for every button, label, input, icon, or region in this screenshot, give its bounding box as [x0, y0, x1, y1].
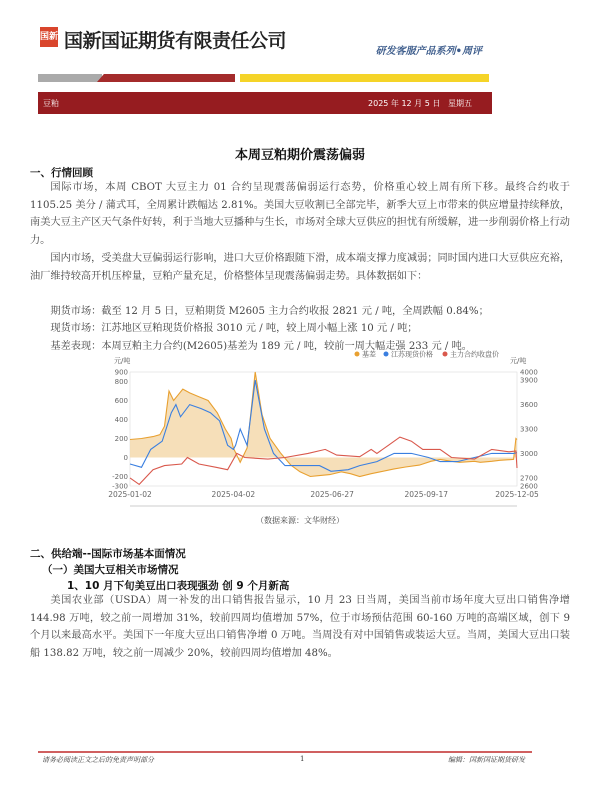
x-tick-label: 2025-04-02	[211, 490, 256, 499]
basis-price-chart	[70, 340, 550, 530]
report-series: 研发客服产品系列•周评	[375, 46, 482, 57]
company-logo: 国新	[40, 27, 58, 47]
decor-bar-gray	[38, 74, 102, 82]
right-tick-label: 2600	[520, 482, 538, 491]
legend-label: 主力合约收盘价	[450, 350, 499, 359]
right-tick-label: 3000	[520, 449, 538, 458]
report-date	[368, 98, 472, 109]
paragraph: 现货市场：江苏地区豆粕现货价格报 3010 元 / 吨，较上周小幅上涨 10 元 / 吨；	[50, 323, 418, 334]
left-tick-label: 600	[114, 397, 128, 405]
chart-source: （数据来源：文华财经）	[256, 516, 344, 525]
right-axis-unit: 元/吨	[510, 357, 527, 365]
paragraph: 基差表现：本周豆粕主力合约(M2605)基差为 189 元 / 吨，较前一周大幅走强 233 元 / 吨。	[50, 341, 472, 352]
left-tick-label: -200	[112, 473, 128, 481]
right-tick-label: 3600	[520, 401, 538, 410]
category-bar	[38, 92, 492, 114]
legend-label: 基差	[362, 350, 376, 359]
subsection-heading: （一）美国大豆相关市场情况	[42, 564, 179, 576]
section-heading: 一、行情回顾	[30, 167, 93, 179]
legend-marker	[384, 352, 389, 357]
right-tick-label: 4000	[520, 368, 538, 377]
legend-label: 江苏现货价格	[391, 350, 433, 359]
right-tick-label: 3900	[520, 376, 538, 385]
x-tick-label: 2025-01-02	[108, 490, 152, 499]
paragraph: 期货市场：截至 12 月 5 日，豆粕期货 M2605 主力合约收报 2821 元 / 吨，全周跌幅 0.84%；	[50, 306, 489, 317]
paragraph: 国际市场，本周 CBOT 大豆主力 01 合约呈现震荡偏弱运行态势，价格重心较上周有所下移。最终合约收于 1105.25 美分 / 蒲式耳，全周累计跌幅达 2.81%。美国大豆收割已全部完毕，新季大豆上市带来的供应增量持续释放，南美大豆主产区天气条件好转，利于当地大豆播种与生长，市场对全球大豆供应的担忧有所缓解，进一步削弱价格上行动力。	[30, 182, 570, 246]
left-tick-label: 0	[123, 454, 128, 462]
x-tick-label: 2025-09-17	[404, 490, 449, 499]
date: 2025 年 12 月 5 日	[368, 98, 441, 108]
left-tick-label: 900	[114, 368, 128, 377]
paragraph: 美国农业部（USDA）周一补发的出口销售报告显示，10 月 23 日当周，美国当前市场年度大豆出口销售净增 144.98 万吨，较之前一周增加 31%，较前四周均值增加 57%，位于市场预估范围 60-160 万吨的高端区域，创下 9 个月以来最高水平。美国下一年度大豆出口销售净增 0 万吨。当周没有对中国销售或装运大豆。当周，美国大豆出口装船 138.82 万吨，较之前一周减少 20%，较前四周均值增加 48%。	[30, 595, 570, 659]
decor-bar-yellow	[240, 74, 489, 82]
decor-bar-red	[97, 74, 235, 82]
weekday: 星期五	[448, 98, 472, 108]
right-tick-label: 3300	[520, 425, 538, 434]
x-tick-label: 2025-12-05	[495, 490, 539, 499]
footer-divider	[38, 751, 532, 753]
footer-disclaimer: 请务必阅读正文之后的免责声明部分	[42, 756, 154, 764]
left-axis-unit: 元/吨	[114, 357, 131, 365]
left-tick-label: 400	[114, 416, 128, 424]
x-tick-label: 2025-06-27	[310, 490, 354, 499]
left-tick-label: 800	[114, 378, 128, 386]
subsubsection-heading: 1、10 月下旬美豆出口表现强劲 创 9 个月新高	[67, 580, 290, 592]
legend-marker	[443, 352, 448, 357]
page-title: 本周豆粕期价震荡偏弱	[234, 148, 365, 163]
footer-editor: 编辑：国新国证期货研发	[448, 756, 525, 764]
legend-marker	[355, 352, 360, 357]
category-label: 豆粕	[43, 98, 59, 108]
paragraph: 国内市场，受美盘大豆偏弱运行影响，进口大豆价格跟随下滑，成本端支撑力度减弱；同时国内进口大豆供应充裕，油厂维持较高开机压榨量，豆粕产量充足，价格整体呈现震荡偏弱走势。具体数据如下：	[30, 253, 570, 282]
right-tick-label: 2700	[520, 474, 538, 483]
left-tick-label: 200	[114, 435, 128, 443]
company-name: 国新国证期货有限责任公司	[64, 30, 287, 52]
left-tick-label: -300	[112, 482, 128, 491]
page-number: 1	[300, 755, 305, 763]
section-heading: 二、供给端--国际市场基本面情况	[30, 548, 186, 560]
